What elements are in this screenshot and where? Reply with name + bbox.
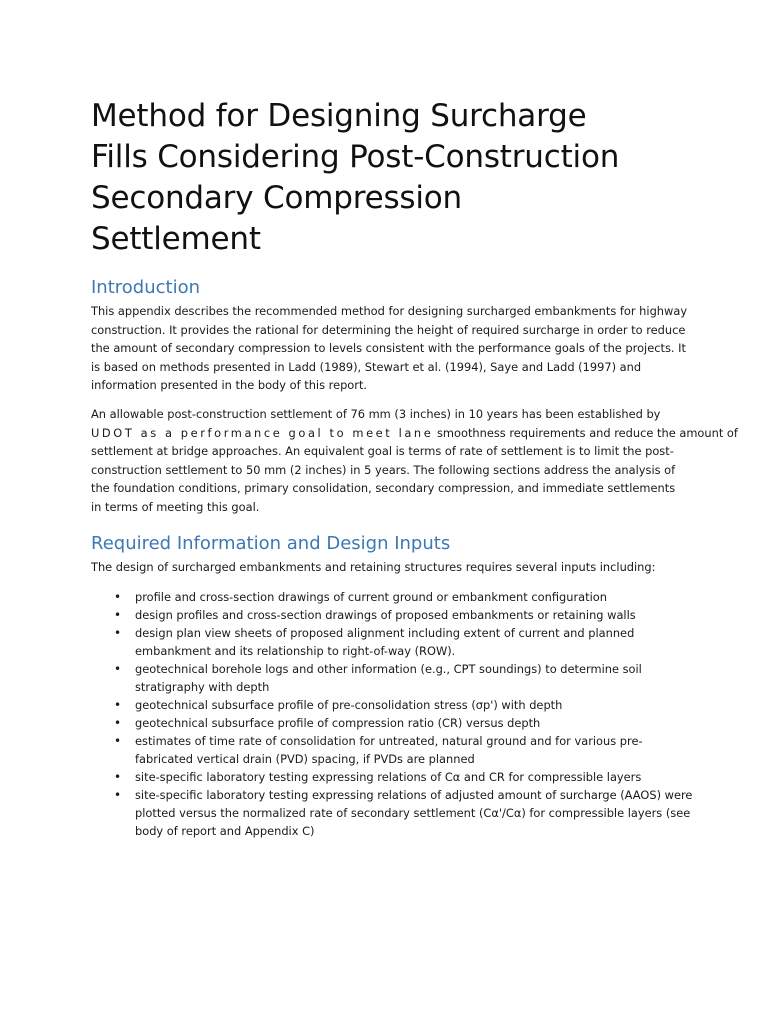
list-item: • geotechnical subsurface profile of compression ratio (CR) versus depth — [114, 716, 541, 730]
title-line: Settlement — [91, 221, 261, 257]
list-item: • design profiles and cross-section drawings of proposed embankments or retaining walls — [114, 608, 636, 622]
bullet-icon: • — [114, 734, 122, 748]
list-item: • site-specific laboratory testing expressing relations of Cα and CR for compressible layers — [114, 770, 642, 784]
bullet-icon: • — [114, 608, 122, 622]
required-information-heading: Required Information and Design Inputs — [91, 533, 451, 554]
title-line: Fills Considering Post-Construction — [91, 139, 620, 175]
title-line: Secondary Compression — [91, 180, 462, 216]
list-item: • design plan view sheets of proposed alignment including extent of current and planned embankment and its relationship to right-of-way (ROW). — [114, 626, 635, 658]
required-intro-paragraph: The design of surcharged embankments and retaining structures requires several inputs including: — [91, 560, 656, 574]
bullet-icon: • — [114, 716, 122, 730]
bullet-icon: • — [114, 698, 122, 712]
introduction-heading: Introduction — [91, 277, 201, 298]
list-item: • geotechnical subsurface profile of pre-consolidation stress (σp') with depth — [114, 698, 563, 712]
introduction-paragraph-2: An allowable post-construction settlement of 76 mm (3 inches) in 10 years has been established by UDOT as a performance goal to meet lane smoothness requirements and reduce the amount of settlement at bridge approaches. An equivalent goal is terms of rate of settlement is to limit the post- construction settlement to 50 mm (2 inches) in 5 years. The following sections address the analysis of the foundation conditions, primary consolidation, secondary compression, and immediate settlements in terms of meeting this goal. — [91, 407, 738, 514]
list-item: • estimates of time rate of consolidation for untreated, natural ground and for various pre- fabricated vertical drain (PVD) spacing, if PVDs are planned — [114, 734, 643, 766]
list-item: • geotechnical borehole logs and other information (e.g., CPT soundings) to determine soil stratigraphy with depth — [114, 662, 642, 694]
introduction-paragraph-1: This appendix describes the recommended method for designing surcharged embankments for highway construction. It provides the rational for determining the height of required surcharge in order to reduce the amount of secondary compression to levels consistent with the performance goals of the projects. It is based on methods presented in Ladd (1989), Stewart et al. (1994), Saye and Ladd (1997) and information presented in the body of this report. — [91, 304, 688, 393]
design-inputs-list — [91, 588, 691, 840]
bullet-icon: • — [114, 788, 122, 802]
bullet-icon: • — [114, 626, 122, 640]
bullet-icon: • — [114, 770, 122, 784]
document-title — [91, 96, 731, 260]
list-item: • site-specific laboratory testing expressing relations of adjusted amount of surcharge (AAOS) were plotted versus the normalized rate of secondary settlement (Cα'/Cα) for compressible layers (see body of report and Appendix C) — [114, 788, 693, 838]
list-item: • profile and cross-section drawings of current ground or embankment configuration — [114, 590, 607, 604]
bullet-icon: • — [114, 590, 122, 604]
title-line: Method for Designing Surcharge — [91, 98, 587, 134]
bullet-icon: • — [114, 662, 122, 676]
